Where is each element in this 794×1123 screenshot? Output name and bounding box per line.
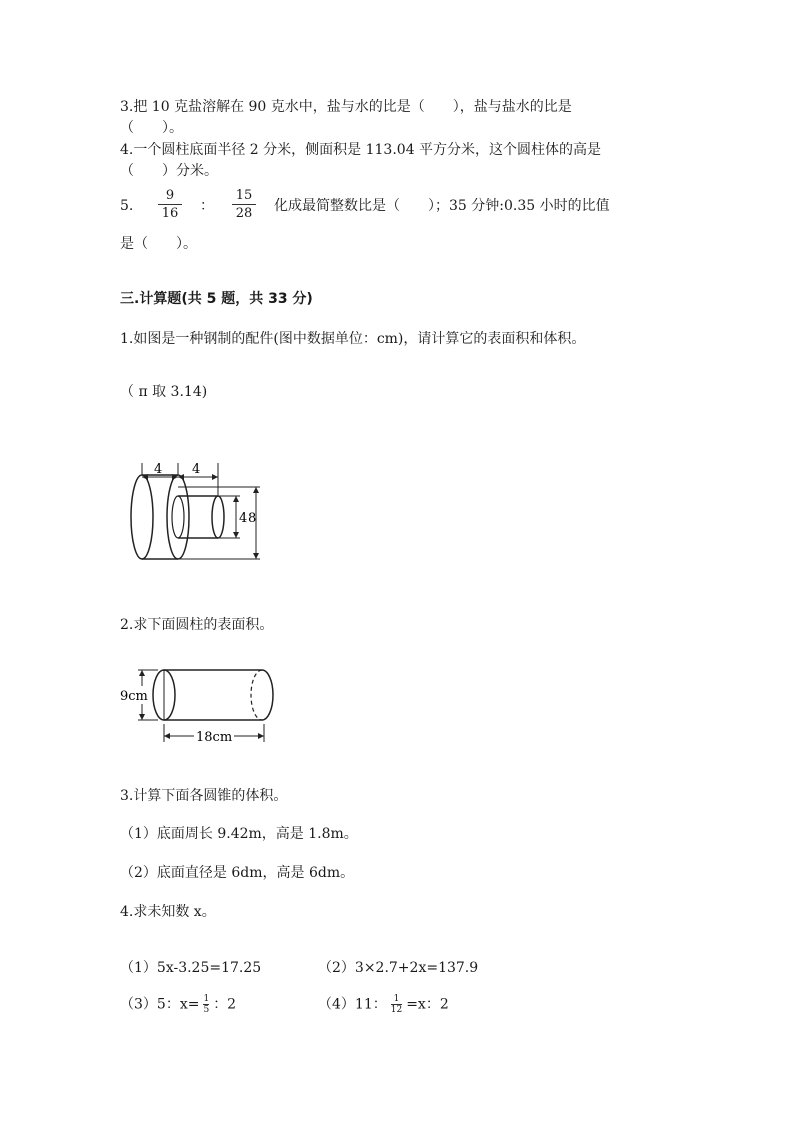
calc-question-1: 1.如图是一种钢制的配件(图中数据单位：cm)，请计算它的表面积和体积。 [120,331,586,347]
calc-question-4: 4.求未知数 x。 [120,904,216,920]
section-heading: 三.计算题(共 5 题，共 33 分) [120,291,313,307]
dim-label-outer: 8 [248,511,257,526]
cylinder-figure [118,660,283,750]
fraction-1-12 [391,994,402,1015]
cone-item-2: （2）底面直径是 6dm，高是 6dm。 [120,865,355,881]
question-4-line1: 4.一个圆柱底面半径 2 分米，侧面积是 113.04 平方分米，这个圆柱体的高是 [120,142,602,158]
fraction-15-28 [232,188,256,221]
equation-3-prefix: （3）5：x= [120,996,200,1013]
fraction-denominator: 28 [235,206,253,221]
fraction-denominator: 5 [203,1005,210,1015]
equation-2: （2）3×2.7+2x=137.9 [318,960,479,976]
pi-note: （ π 取 3.14) [120,384,208,400]
equation-4-suffix: =x：2 [406,996,449,1013]
fraction-denominator: 12 [390,1005,403,1015]
equation-3-suffix: ：2 [213,996,237,1013]
dim-label-inner: 4 [239,511,248,526]
fraction-numerator: 1 [203,994,210,1004]
fraction-numerator: 9 [165,188,175,203]
calc-question-3: 3.计算下面各圆锥的体积。 [120,788,288,804]
question-3-line1: 3.把 10 克盐溶解在 90 克水中，盐与水的比是（ ），盐与盐水的比是 [120,99,572,115]
calc-question-2: 2.求下面圆柱的表面积。 [120,617,274,633]
fraction-denominator: 16 [161,206,179,221]
height-label: 9cm [120,689,148,704]
equation-1: （1）5x-3.25=17.25 [120,960,262,976]
question-5-line2: 是（ ）。 [120,236,197,252]
question-5-number: 5. [120,198,134,214]
fraction-1-5 [203,994,209,1015]
fraction-9-16 [158,188,182,221]
equation-4-prefix: （4）11： [318,996,387,1013]
question-5-text: 化成最简整数比是（ ）；35 分钟:0.35 小时的比值 [274,198,610,214]
question-3-line2: （ ）。 [120,120,183,136]
cone-item-1: （1）底面周长 9.42m，高是 1.8m。 [120,826,358,842]
steel-part-figure [118,455,268,570]
dim-label-4a: 4 [154,462,163,477]
equation-3 [120,994,236,1015]
equation-4 [318,994,449,1015]
fraction-numerator: 1 [393,994,400,1004]
dim-label-4b: 4 [192,462,201,477]
length-label: 18cm [196,730,233,745]
question-4-line2: （ ）分米。 [120,163,218,179]
ratio-colon: ： [200,198,214,214]
fraction-numerator: 15 [235,188,253,203]
